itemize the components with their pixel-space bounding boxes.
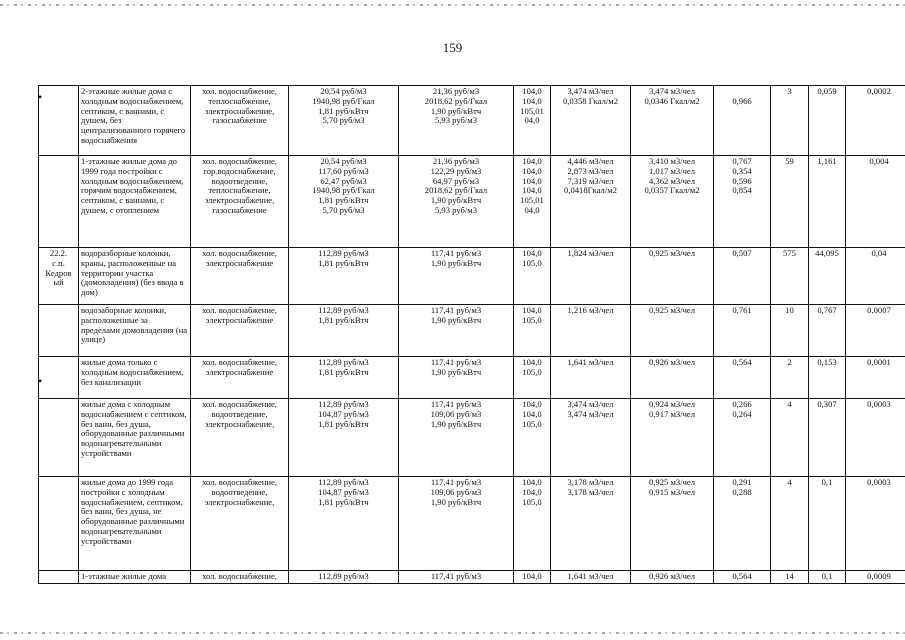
value1-cell: 0,307 (809, 399, 846, 477)
top-scan-edge (0, 4, 905, 6)
settlement-cell: 22.2. с.п. Кедров ый (39, 248, 79, 305)
services-cell: хол. водоснабжение, электроснабжение (191, 357, 289, 399)
coefficient-cell: 0,564 (714, 571, 771, 584)
value2-cell: 0,0003 (846, 477, 905, 571)
tariff-old-cell: 112,89 руб/м3 (289, 571, 399, 584)
table-row (39, 357, 905, 399)
settlement-cell (39, 477, 79, 571)
tariff-old-cell: 112,89 руб/м3 104,87 руб/м3 1,81 руб/кВтч (289, 399, 399, 477)
coefficient-cell: 0,761 (714, 305, 771, 357)
description-cell: 1-этажные жилые дома (79, 571, 191, 584)
settlement-cell (39, 357, 79, 399)
index-cell: 104,0 104,0 105,0 (514, 477, 551, 571)
services-cell: хол. водоснабжение, водоотведение, электроснабжение, (191, 399, 289, 477)
norm-old-cell: 1,824 м3/чел (551, 248, 631, 305)
services-cell: хол. водоснабжение, электроснабжение (191, 248, 289, 305)
norm-new-cell: 0,925 м3/чел 0,915 м3/чел (631, 477, 714, 571)
norm-new-cell: 3,474 м3/чел 0,0346 Гкал/м2 (631, 86, 714, 156)
norm-old-cell: 3,474 м3/чел 3,474 м3/чел (551, 399, 631, 477)
value1-cell: 0,153 (809, 357, 846, 399)
coefficient-cell: 0,291 0,288 (714, 477, 771, 571)
tariff-norms-table (38, 85, 905, 584)
description-cell: жилые дома только с холодным водоснабжением, без канализации (79, 357, 191, 399)
norm-old-cell: 1,641 м3/чел (551, 357, 631, 399)
value2-cell: 0,0009 (846, 571, 905, 584)
tariff-new-cell: 117,41 руб/м3 1,90 руб/кВтч (399, 357, 514, 399)
count-cell: 14 (771, 571, 809, 584)
value1-cell: 44,095 (809, 248, 846, 305)
count-cell: 2 (771, 357, 809, 399)
norm-old-cell: 4,446 м3/чел 2,873 м3/чел 7,319 м3/чел 0,0418Гкал/м2 (551, 156, 631, 248)
norm-new-cell: 0,925 м3/чел (631, 248, 714, 305)
value1-cell: 0,059 (809, 86, 846, 156)
value1-cell: 0,1 (809, 571, 846, 584)
table-row (39, 399, 905, 477)
bottom-scan-edge (0, 632, 905, 634)
services-cell: хол. водоснабжение, теплоснабжение, электроснабжение, газоснабжение (191, 86, 289, 156)
tariff-new-cell: 117,41 руб/м3 109,06 руб/м3 1,90 руб/кВтч (399, 399, 514, 477)
norm-new-cell: 0,926 м3/чел (631, 357, 714, 399)
index-cell: 104,0 (514, 571, 551, 584)
description-cell: водозаборные колонки, расположенные за пределами домовладения (на улице) (79, 305, 191, 357)
table-row (39, 571, 905, 584)
description-cell: жилые дома с холодным водоснабжением с септиком, без ванн, без душа, оборудованные различными водонагревательными устройствами (79, 399, 191, 477)
table-row (39, 86, 905, 156)
coefficient-cell: 0,564 (714, 357, 771, 399)
value1-cell: 1,161 (809, 156, 846, 248)
index-cell: 104,0 105,0 (514, 248, 551, 305)
norm-old-cell: 1,216 м3/чел (551, 305, 631, 357)
tariff-new-cell: 117,41 руб/м3 1,90 руб/кВтч (399, 248, 514, 305)
settlement-cell (39, 305, 79, 357)
settlement-cell (39, 86, 79, 156)
value1-cell: 0,1 (809, 477, 846, 571)
tariff-new-cell: 117,41 руб/м3 (399, 571, 514, 584)
value2-cell: 0,0003 (846, 399, 905, 477)
tariff-new-cell: 117,41 руб/м3 1,90 руб/кВтч (399, 305, 514, 357)
table-row (39, 156, 905, 248)
description-cell: 1-этажные жилые дома до 1999 года постройки с холодным водоснабжением, горячим водоснабжением, септиком, с ваннами, с душем, с отоплением (79, 156, 191, 248)
index-cell: 104,0 104,0 105,01 04,0 (514, 86, 551, 156)
value1-cell: 0,767 (809, 305, 846, 357)
tariff-old-cell: 112,89 руб/м3 1,81 руб/кВтч (289, 357, 399, 399)
index-cell: 104,0 104,0 104,0 104,0 105,01 04,0 (514, 156, 551, 248)
norm-new-cell: 0,924 м3/чел 0,917 м3/чел (631, 399, 714, 477)
norm-new-cell: 0,926 м3/чел (631, 571, 714, 584)
description-cell: жилые дома до 1999 года постройки с холодным водоснабжением, септиком, без ванн, без душа, не оборудованные различными водонагревательными устройствами (79, 477, 191, 571)
coefficient-cell: 0,966 (714, 86, 771, 156)
table-row (39, 477, 905, 571)
coefficient-cell: 0,266 0,264 (714, 399, 771, 477)
value2-cell: 0,0007 (846, 305, 905, 357)
count-cell: 575 (771, 248, 809, 305)
index-cell: 104,0 104,0 105,0 (514, 399, 551, 477)
margin-mark: • (38, 90, 43, 104)
value2-cell: 0,004 (846, 156, 905, 248)
table-row (39, 248, 905, 305)
margin-mark: • (38, 374, 43, 388)
tariff-old-cell: 112,89 руб/м3 104,87 руб/м3 1,81 руб/кВтч (289, 477, 399, 571)
count-cell: 3 (771, 86, 809, 156)
tariff-old-cell: 112,89 руб/м3 1,81 руб/кВтч (289, 305, 399, 357)
services-cell: хол. водоснабжение, (191, 571, 289, 584)
value2-cell: 0,0001 (846, 357, 905, 399)
norm-new-cell: 0,925 м3/чел (631, 305, 714, 357)
norm-old-cell: 3,474 м3/чел 0,0358 Гкал/м2 (551, 86, 631, 156)
value2-cell: 0,04 (846, 248, 905, 305)
index-cell: 104,0 105,0 (514, 305, 551, 357)
norm-old-cell: 3,178 м3/чел 3,178 м3/чел (551, 477, 631, 571)
tariff-old-cell: 20,54 руб/м3 1940,98 руб/Гкал 1,81 руб/кВтч 5,70 руб/м3 (289, 86, 399, 156)
coefficient-cell: 0,507 (714, 248, 771, 305)
tariff-new-cell: 21,36 руб/м3 122,29 руб/м3 64,97 руб/м3 2018,62 руб/Гкал 1,90 руб/кВтч 5,93 руб/м3 (399, 156, 514, 248)
count-cell: 59 (771, 156, 809, 248)
description-cell: водоразборные колонки, краны, расположенные на территории участка (домовладения) (без ввода в дом) (79, 248, 191, 305)
settlement-cell (39, 399, 79, 477)
settlement-cell (39, 571, 79, 584)
count-cell: 4 (771, 399, 809, 477)
norm-old-cell: 1,641 м3/чел (551, 571, 631, 584)
count-cell: 4 (771, 477, 809, 571)
tariff-old-cell: 20,54 руб/м3 117,60 руб/м3 62,47 руб/м3 1940,98 руб/Гкал 1,81 руб/кВтч 5,70 руб/м3 (289, 156, 399, 248)
settlement-cell (39, 156, 79, 248)
coefficient-cell: 0,767 0,354 0,596 0,854 (714, 156, 771, 248)
table-row (39, 305, 905, 357)
norm-new-cell: 3,410 м3/чел 1,017 м3/чел 4,362 м3/чел 0,0357 Гкал/м2 (631, 156, 714, 248)
tariff-old-cell: 112,89 руб/м3 1,81 руб/кВтч (289, 248, 399, 305)
page-number: 159 (442, 40, 463, 55)
index-cell: 104,0 105,0 (514, 357, 551, 399)
services-cell: хол. водоснабжение, гор.водоснабжение, водоотведение, теплоснабжение, электроснабжение, газоснабжение (191, 156, 289, 248)
tariff-new-cell: 117,41 руб/м3 109,06 руб/м3 1,90 руб/кВтч (399, 477, 514, 571)
services-cell: хол. водоснабжение, электроснабжение (191, 305, 289, 357)
tariff-new-cell: 21,36 руб/м3 2018,62 руб/Гкал 1,90 руб/кВтч 5,93 руб/м3 (399, 86, 514, 156)
count-cell: 10 (771, 305, 809, 357)
description-cell: 2-этажные жилые дома с холодным водоснабжением, септиком, с ваннами, с душем, без централизованного горячего водоснабжения (79, 86, 191, 156)
value2-cell: 0,0002 (846, 86, 905, 156)
services-cell: хол. водоснабжение, водоотведение, электроснабжение, (191, 477, 289, 571)
